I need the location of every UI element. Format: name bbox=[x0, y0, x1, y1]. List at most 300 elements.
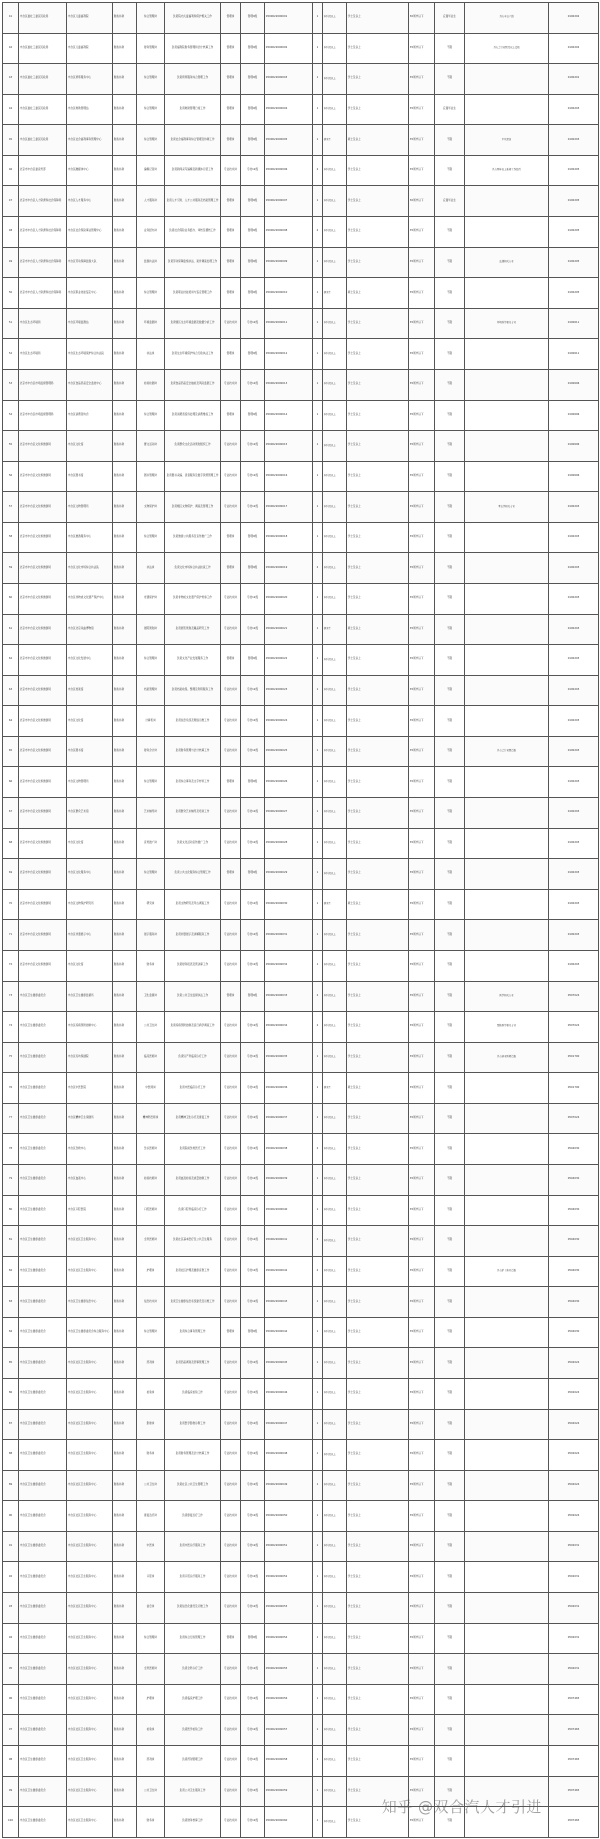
table-row bbox=[3, 583, 599, 614]
table-cell: 0500022000006 bbox=[265, 155, 313, 186]
table-cell: 专业技术岗 bbox=[221, 1562, 241, 1593]
table-cell: 财政补助 bbox=[113, 1593, 137, 1624]
table-cell: 学士及以上 bbox=[347, 1012, 409, 1043]
table-cell: 财政补助 bbox=[113, 1562, 137, 1593]
table-cell: 财政补助 bbox=[113, 94, 137, 125]
table-cell: 管理9级 bbox=[241, 1623, 265, 1654]
table-row bbox=[3, 706, 599, 737]
table-row bbox=[3, 889, 599, 920]
table-cell: 0500022000017 bbox=[265, 492, 313, 523]
table-cell bbox=[465, 1195, 549, 1226]
table-cell: 0500022000027 bbox=[265, 798, 313, 829]
table-cell: 精神科医师岗 bbox=[137, 1103, 165, 1134]
table-cell: 负责中医诊疗服务工作 bbox=[165, 1531, 221, 1562]
table-cell: 丰台区生态环境保护综合执法队 bbox=[67, 339, 113, 370]
table-cell: 环境监测岗 bbox=[137, 308, 165, 339]
table-cell: 本科及以上 bbox=[323, 1256, 347, 1287]
table-row bbox=[3, 736, 599, 767]
table-row bbox=[3, 431, 599, 462]
table-cell: 1 bbox=[313, 125, 323, 156]
table-cell: 本科及以上 bbox=[323, 736, 347, 767]
table-cell: 43 bbox=[3, 64, 19, 95]
table-cell: 专技12级 bbox=[241, 1776, 265, 1807]
table-cell: 0500022000013 bbox=[265, 369, 313, 400]
table-row bbox=[3, 492, 599, 523]
table-cell: 负责综合事务及文字材料工作 bbox=[165, 767, 221, 798]
table-cell bbox=[465, 706, 549, 737]
table-cell: 学士及以上 bbox=[347, 1195, 409, 1226]
table-cell: 负责社区基本医疗及公共卫生服务 bbox=[165, 1226, 221, 1257]
table-cell: 0502024 bbox=[549, 1409, 599, 1440]
table-cell: 不限 bbox=[435, 1776, 465, 1807]
table-cell: 不限 bbox=[435, 1103, 465, 1134]
table-cell: 管理9级 bbox=[241, 400, 265, 431]
table-cell: 财政补助 bbox=[113, 553, 137, 584]
table-cell: 专技12级 bbox=[241, 369, 265, 400]
table-cell: 52 bbox=[3, 339, 19, 370]
table-cell: 35周岁以下 bbox=[409, 1715, 435, 1746]
table-cell: 综合管理岗 bbox=[137, 64, 165, 95]
table-cell: 财政补助 bbox=[113, 1195, 137, 1226]
table-cell: 35周岁以下 bbox=[409, 64, 435, 95]
table-cell: 35周岁以下 bbox=[409, 1501, 435, 1532]
table-cell: 管理岗 bbox=[221, 981, 241, 1012]
table-cell: 0504030 bbox=[549, 1317, 599, 1348]
table-cell: 丰台区社区卫生服务中心 bbox=[67, 1226, 113, 1257]
table-cell: 应届毕业生 bbox=[435, 94, 465, 125]
table-cell: 35周岁以下 bbox=[409, 859, 435, 890]
table-cell: 本科及以上 bbox=[323, 1776, 347, 1807]
table-cell: 2 bbox=[313, 553, 323, 584]
table-cell: 0504030 bbox=[549, 1256, 599, 1287]
table-cell: 具有两年以上新闻工作经历 bbox=[465, 155, 549, 186]
table-cell: 79 bbox=[3, 1164, 19, 1195]
table-cell: 0504030 bbox=[549, 1287, 599, 1318]
table-cell: 学士及以上 bbox=[347, 1654, 409, 1685]
table-cell bbox=[465, 1440, 549, 1471]
table-row bbox=[3, 1470, 599, 1501]
table-cell: 本科及以上 bbox=[323, 1807, 347, 1838]
table-cell bbox=[465, 798, 549, 829]
table-cell: 49 bbox=[3, 247, 19, 278]
table-row bbox=[3, 767, 599, 798]
table-cell: 北京市丰台区文化和旅游局 bbox=[19, 492, 67, 523]
table-cell: 专业技术岗 bbox=[221, 798, 241, 829]
table-cell bbox=[465, 217, 549, 248]
table-cell: 0500022000037 bbox=[265, 1103, 313, 1134]
table-cell: 丰台区卫生健康委员会 bbox=[19, 1623, 67, 1654]
table-cell: 本科及以上 bbox=[323, 1348, 347, 1379]
table-cell: 1 bbox=[313, 1654, 323, 1685]
table-cell: 负责生态环境保护综合行政执法工作 bbox=[165, 339, 221, 370]
table-cell: 北京市丰台区人力资源和社会保障局 bbox=[19, 247, 67, 278]
table-cell: 丰台区卫生健康委员会 bbox=[19, 1440, 67, 1471]
table-cell: 学士及以上 bbox=[347, 645, 409, 676]
table-cell: 本科及以上 bbox=[323, 1562, 347, 1593]
table-cell bbox=[465, 1317, 549, 1348]
table-cell: 0500022000009 bbox=[265, 247, 313, 278]
table-cell: 0502024 bbox=[549, 1379, 599, 1410]
table-cell: 35周岁以下 bbox=[409, 828, 435, 859]
table-cell: 丰台区社区卫生服务中心 bbox=[67, 1776, 113, 1807]
table-cell: 负责院内儿童福利和保护相关工作 bbox=[165, 3, 221, 34]
table-cell: 财政补助 bbox=[113, 1776, 137, 1807]
table-cell: 0500022000011 bbox=[265, 308, 313, 339]
table-cell: 财政补助 bbox=[113, 889, 137, 920]
table-cell: 1 bbox=[313, 369, 323, 400]
table-cell: 丰台区卫生健康委员会 bbox=[19, 1654, 67, 1685]
table-cell: 学士及以上 bbox=[347, 1593, 409, 1624]
table-cell: 管理9级 bbox=[241, 1317, 265, 1348]
table-cell: 专技12级 bbox=[241, 1164, 265, 1195]
table-cell: 管理9级 bbox=[241, 645, 265, 676]
table-cell: 本科及以上 bbox=[323, 920, 347, 951]
table-cell bbox=[465, 278, 549, 309]
table-cell: 丰台区社区卫生服务中心 bbox=[67, 1684, 113, 1715]
table-cell: 财政补助 bbox=[113, 217, 137, 248]
table-cell: 财务会计岗 bbox=[137, 736, 165, 767]
table-cell: 丰台区卫生健康委员会 bbox=[19, 1531, 67, 1562]
table-cell: 财政补助 bbox=[113, 1807, 137, 1838]
table-cell: 本科及以上 bbox=[323, 247, 347, 278]
table-cell: 专技12级 bbox=[241, 1073, 265, 1104]
table-cell: 58 bbox=[3, 522, 19, 553]
table-cell: 0500022000012 bbox=[265, 339, 313, 370]
table-cell: 0500022000019 bbox=[265, 553, 313, 584]
table-cell: 丰台区卫生健康委员会 bbox=[19, 1226, 67, 1257]
table-row bbox=[3, 1654, 599, 1685]
table-cell: 专技12级 bbox=[241, 889, 265, 920]
table-cell: 宣传推广岗 bbox=[137, 828, 165, 859]
table-cell: 财政补助 bbox=[113, 1379, 137, 1410]
table-cell: 不限 bbox=[435, 1654, 465, 1685]
table-cell: 综合管理岗 bbox=[137, 3, 165, 34]
table-row bbox=[3, 950, 599, 981]
table-cell: 丰台区社区卫生服务中心 bbox=[67, 1440, 113, 1471]
table-cell bbox=[465, 1562, 549, 1593]
table-cell: 65 bbox=[3, 736, 19, 767]
table-cell: 84 bbox=[3, 1317, 19, 1348]
table-cell: 1 bbox=[313, 339, 323, 370]
table-cell: 59 bbox=[3, 553, 19, 584]
table-cell: 本科及以上 bbox=[323, 950, 347, 981]
table-row bbox=[3, 798, 599, 829]
table-cell: 73 bbox=[3, 981, 19, 1012]
table-cell bbox=[465, 920, 549, 951]
table-cell: 0500022000046 bbox=[265, 1379, 313, 1410]
table-cell: 1 bbox=[313, 1042, 323, 1073]
table-cell: 负责非遗展示及讲解服务工作 bbox=[165, 920, 221, 951]
table-cell: 35周岁以下 bbox=[409, 369, 435, 400]
table-cell: 专技12级 bbox=[241, 1562, 265, 1593]
table-cell: 管理岗 bbox=[221, 125, 241, 156]
table-cell: 专业技术岗 bbox=[221, 1501, 241, 1532]
table-cell: 学士及以上 bbox=[347, 64, 409, 95]
table-cell: 0100203 bbox=[549, 645, 599, 676]
table-cell: 不限 bbox=[435, 492, 465, 523]
table-cell: 30周岁以下 bbox=[409, 3, 435, 34]
table-cell: 不限 bbox=[435, 1287, 465, 1318]
table-cell: 负责图书采编、读者服务及数字资源管理工作 bbox=[165, 461, 221, 492]
table-cell: 丰台区文化馆 bbox=[67, 706, 113, 737]
table-row bbox=[3, 369, 599, 400]
table-cell: 本科及以上 bbox=[323, 1684, 347, 1715]
table-cell: 负责辖区生态环境监测及数据分析工作 bbox=[165, 308, 221, 339]
table-cell: 1 bbox=[313, 1073, 323, 1104]
table-cell: 预防医学相关专业 bbox=[465, 1012, 549, 1043]
table-row bbox=[3, 522, 599, 553]
table-cell: 不限 bbox=[435, 1317, 465, 1348]
table-cell: 68 bbox=[3, 828, 19, 859]
table-cell: 88 bbox=[3, 1440, 19, 1471]
table-cell: 管理9级 bbox=[241, 553, 265, 584]
table-cell: 负责公共文化服务综合管理工作 bbox=[165, 859, 221, 890]
table-cell: 0100203 bbox=[549, 920, 599, 951]
table-cell: 管理9级 bbox=[241, 981, 265, 1012]
table-cell bbox=[465, 1379, 549, 1410]
table-cell: 35周岁以下 bbox=[409, 1134, 435, 1165]
table-cell: 不限 bbox=[435, 522, 465, 553]
table-cell: 财务岗 bbox=[137, 1440, 165, 1471]
table-cell: 不限 bbox=[435, 675, 465, 706]
table-cell: 北京市丰台区文化和旅游局 bbox=[19, 736, 67, 767]
table-cell: 专技12级 bbox=[241, 1379, 265, 1410]
table-cell: 35周岁以下 bbox=[409, 1562, 435, 1593]
table-cell: 82 bbox=[3, 1256, 19, 1287]
table-cell: 丰台区卫生健康委员会 bbox=[19, 1012, 67, 1043]
table-cell: 财政补助 bbox=[113, 247, 137, 278]
table-cell: 中共党员 bbox=[465, 125, 549, 156]
table-cell: 硕士及以上 bbox=[347, 614, 409, 645]
table-cell: 0500022000038 bbox=[265, 1134, 313, 1165]
table-cell: 负责职业技能培训与鉴定管理工作 bbox=[165, 278, 221, 309]
table-cell: 35周岁以下 bbox=[409, 1807, 435, 1838]
table-cell: 公共卫生岗 bbox=[137, 1012, 165, 1043]
table-cell: 全科医师岗 bbox=[137, 1654, 165, 1685]
table-cell: 管理岗 bbox=[221, 1623, 241, 1654]
table-cell: 负责社区公共卫生管理工作 bbox=[165, 1470, 221, 1501]
table-cell: 35周岁以下 bbox=[409, 431, 435, 462]
table-cell: 96 bbox=[3, 1684, 19, 1715]
table-cell: 硕士及以上 bbox=[347, 1073, 409, 1104]
table-cell: 财政补助 bbox=[113, 583, 137, 614]
table-cell: 不限 bbox=[435, 1623, 465, 1654]
table-cell: 不限 bbox=[435, 155, 465, 186]
table-cell bbox=[465, 1745, 549, 1776]
table-cell: 丰台区卫生健康委员会 bbox=[19, 1684, 67, 1715]
table-cell: 全科医师岗 bbox=[137, 1226, 165, 1257]
table-row bbox=[3, 125, 599, 156]
table-cell: 财政补助 bbox=[113, 1684, 137, 1715]
table-cell: 89 bbox=[3, 1470, 19, 1501]
table-cell: 0100203 bbox=[549, 859, 599, 890]
table-cell: 公共卫生岗 bbox=[137, 1470, 165, 1501]
table-cell: 1 bbox=[313, 186, 323, 217]
table-cell: 丰台区委社工委区民政局 bbox=[19, 64, 67, 95]
table-cell: 1 bbox=[313, 522, 323, 553]
table-cell: 中医岗 bbox=[137, 1531, 165, 1562]
table-cell bbox=[465, 1226, 549, 1257]
table-cell bbox=[465, 369, 549, 400]
table-cell: 0500022000001 bbox=[265, 3, 313, 34]
table-cell: 0100203 bbox=[549, 614, 599, 645]
table-cell bbox=[465, 64, 549, 95]
table-cell: 62 bbox=[3, 645, 19, 676]
table-cell: 35周岁以下 bbox=[409, 1409, 435, 1440]
table-cell: 护理岗 bbox=[137, 1684, 165, 1715]
table-cell: 35周岁以下 bbox=[409, 94, 435, 125]
table-cell: 1 bbox=[313, 767, 323, 798]
table-cell: 管理岗 bbox=[221, 1317, 241, 1348]
table-cell: 不限 bbox=[435, 339, 465, 370]
table-cell: 35周岁以下 bbox=[409, 1287, 435, 1318]
table-cell: 丰台区委社工委区民政局 bbox=[19, 94, 67, 125]
table-cell: 0502031 bbox=[549, 1623, 599, 1654]
table-cell: 学士及以上 bbox=[347, 492, 409, 523]
table-row bbox=[3, 3, 599, 34]
table-cell: 负责公共卫生服务工作 bbox=[165, 1776, 221, 1807]
table-cell: 35周岁以下 bbox=[409, 1256, 435, 1287]
table-cell: 0500022000029 bbox=[265, 859, 313, 890]
table-cell: 专业技术岗 bbox=[221, 1715, 241, 1746]
table-cell: 丰台区中医医院 bbox=[67, 1073, 113, 1104]
table-cell: 35周岁以下 bbox=[409, 645, 435, 676]
table-cell: 45 bbox=[3, 125, 19, 156]
table-cell: 35周岁以下 bbox=[409, 583, 435, 614]
table-cell: 本科及以上 bbox=[323, 583, 347, 614]
table-cell: 负责旅游公共服务及宣传推广工作 bbox=[165, 522, 221, 553]
table-row bbox=[3, 94, 599, 125]
table-row bbox=[3, 553, 599, 584]
table-cell: 财政补助 bbox=[113, 1715, 137, 1746]
table-cell: 负责劳动保障监察执法、案件调查处理工作 bbox=[165, 247, 221, 278]
table-cell: 0504030 bbox=[549, 1134, 599, 1165]
table-cell: 管理9级 bbox=[241, 64, 265, 95]
table-cell: 负责血液检验及质量控制工作 bbox=[165, 1164, 221, 1195]
table-cell: 北京市丰台区市场监督管理局 bbox=[19, 400, 67, 431]
table-cell: 学士及以上 bbox=[347, 217, 409, 248]
table-cell: 财政补助 bbox=[113, 522, 137, 553]
table-cell: 1 bbox=[313, 1348, 323, 1379]
table-cell: 不限 bbox=[435, 1348, 465, 1379]
table-cell: 64 bbox=[3, 706, 19, 737]
table-cell: 不限 bbox=[435, 1562, 465, 1593]
table-cell: 0507465 bbox=[549, 1776, 599, 1807]
table-cell: 管理9级 bbox=[241, 859, 265, 890]
table-cell: 本科及以上 bbox=[323, 1103, 347, 1134]
table-cell: 67 bbox=[3, 798, 19, 829]
table-cell: 1 bbox=[313, 828, 323, 859]
table-cell: 专技12级 bbox=[241, 798, 265, 829]
table-cell: 0500022000050 bbox=[265, 1501, 313, 1532]
table-cell: 1 bbox=[313, 1807, 323, 1838]
table-cell: 管理9级 bbox=[241, 33, 265, 64]
table-cell: 0100203 bbox=[549, 767, 599, 798]
table-cell: 北京市丰台区文化和旅游局 bbox=[19, 553, 67, 584]
table-cell bbox=[465, 1501, 549, 1532]
table-cell: 学士及以上 bbox=[347, 1684, 409, 1715]
table-cell bbox=[465, 431, 549, 462]
table-row bbox=[3, 1287, 599, 1318]
table-row bbox=[3, 64, 599, 95]
table-cell: 本科及以上 bbox=[323, 645, 347, 676]
table-cell: 专业技术岗 bbox=[221, 1042, 241, 1073]
table-cell: 本科及以上 bbox=[323, 33, 347, 64]
table-cell: 本科及以上 bbox=[323, 1440, 347, 1471]
table-cell: 0504030 bbox=[549, 1164, 599, 1195]
table-cell: 丰台区卫生健康委员会综合服务中心 bbox=[67, 1317, 113, 1348]
table-cell: 100 bbox=[3, 1807, 19, 1838]
table-cell: 1 bbox=[313, 1593, 323, 1624]
table-cell: 人才服务岗 bbox=[137, 186, 165, 217]
table-cell: 负责口腔诊疗服务工作 bbox=[165, 1562, 221, 1593]
table-cell: 应届毕业生 bbox=[435, 186, 465, 217]
table-cell: 丰台区社区卫生服务中心 bbox=[67, 1256, 113, 1287]
table-cell: 专业技术岗 bbox=[221, 1287, 241, 1318]
table-cell: 专技12级 bbox=[241, 675, 265, 706]
table-cell: 丰台区卫生健康委员会 bbox=[19, 1715, 67, 1746]
table-cell: 丰台区儿童福利院 bbox=[67, 33, 113, 64]
table-cell: 54 bbox=[3, 400, 19, 431]
table-cell: 学士及以上 bbox=[347, 1379, 409, 1410]
table-cell: 1 bbox=[313, 1715, 323, 1746]
table-cell: 专业技术岗 bbox=[221, 492, 241, 523]
table-cell: 学士及以上 bbox=[347, 981, 409, 1012]
table-cell: 负责财务管理与会计核算工作 bbox=[165, 736, 221, 767]
table-cell: 北京市丰台区委宣传部 bbox=[19, 155, 67, 186]
table-cell: 46 bbox=[3, 155, 19, 186]
table-cell: 负责全科诊疗工作 bbox=[165, 1654, 221, 1685]
table-cell: 丰台区社区卫生服务中心 bbox=[67, 1745, 113, 1776]
table-cell: 0500022000025 bbox=[265, 736, 313, 767]
table-cell: 本科及以上 bbox=[323, 1409, 347, 1440]
table-cell: 学士及以上 bbox=[347, 1256, 409, 1287]
table-cell: 负责综合事务管理工作 bbox=[165, 1317, 221, 1348]
table-row bbox=[3, 1409, 599, 1440]
table-cell: 35周岁以下 bbox=[409, 217, 435, 248]
table-cell: 学士及以上 bbox=[347, 1164, 409, 1195]
table-row bbox=[3, 155, 599, 186]
table-cell: 负责公共卫生监督执法工作 bbox=[165, 981, 221, 1012]
table-cell: 学士及以上 bbox=[347, 94, 409, 125]
table-cell: 99 bbox=[3, 1776, 19, 1807]
table-cell: 财政补助 bbox=[113, 828, 137, 859]
table-cell: 1 bbox=[313, 492, 323, 523]
table-cell: 0500022000026 bbox=[265, 767, 313, 798]
table-cell: 专业技术岗 bbox=[221, 675, 241, 706]
table-cell: 丰台区融媒体中心 bbox=[67, 155, 113, 186]
table-cell: 丰台区人才服务中心 bbox=[67, 186, 113, 217]
table-cell: 丰台区卫生健康委员会 bbox=[19, 1103, 67, 1134]
table-cell: 专业技术岗 bbox=[221, 1134, 241, 1165]
table-cell: 不限 bbox=[435, 1807, 465, 1838]
table-cell: 财政补助 bbox=[113, 1073, 137, 1104]
table-cell: 学士及以上 bbox=[347, 33, 409, 64]
table-cell: 丰台区卫生健康委员会 bbox=[19, 1287, 67, 1318]
table-cell: 不限 bbox=[435, 400, 465, 431]
table-cell: 丰台区文化馆 bbox=[67, 431, 113, 462]
table-cell: 0500022000049 bbox=[265, 1470, 313, 1501]
table-cell: 丰台区卫生健康监督所 bbox=[67, 981, 113, 1012]
table-cell: 专技12级 bbox=[241, 1287, 265, 1318]
table-cell: 92 bbox=[3, 1562, 19, 1593]
table-cell: 本科及以上 bbox=[323, 706, 347, 737]
table-cell: 学士及以上 bbox=[347, 1103, 409, 1134]
table-cell: 业务经办岗 bbox=[137, 217, 165, 248]
table-cell: 财政补助 bbox=[113, 186, 137, 217]
table-cell: 专技12级 bbox=[241, 1684, 265, 1715]
table-cell: 学士及以上 bbox=[347, 1562, 409, 1593]
